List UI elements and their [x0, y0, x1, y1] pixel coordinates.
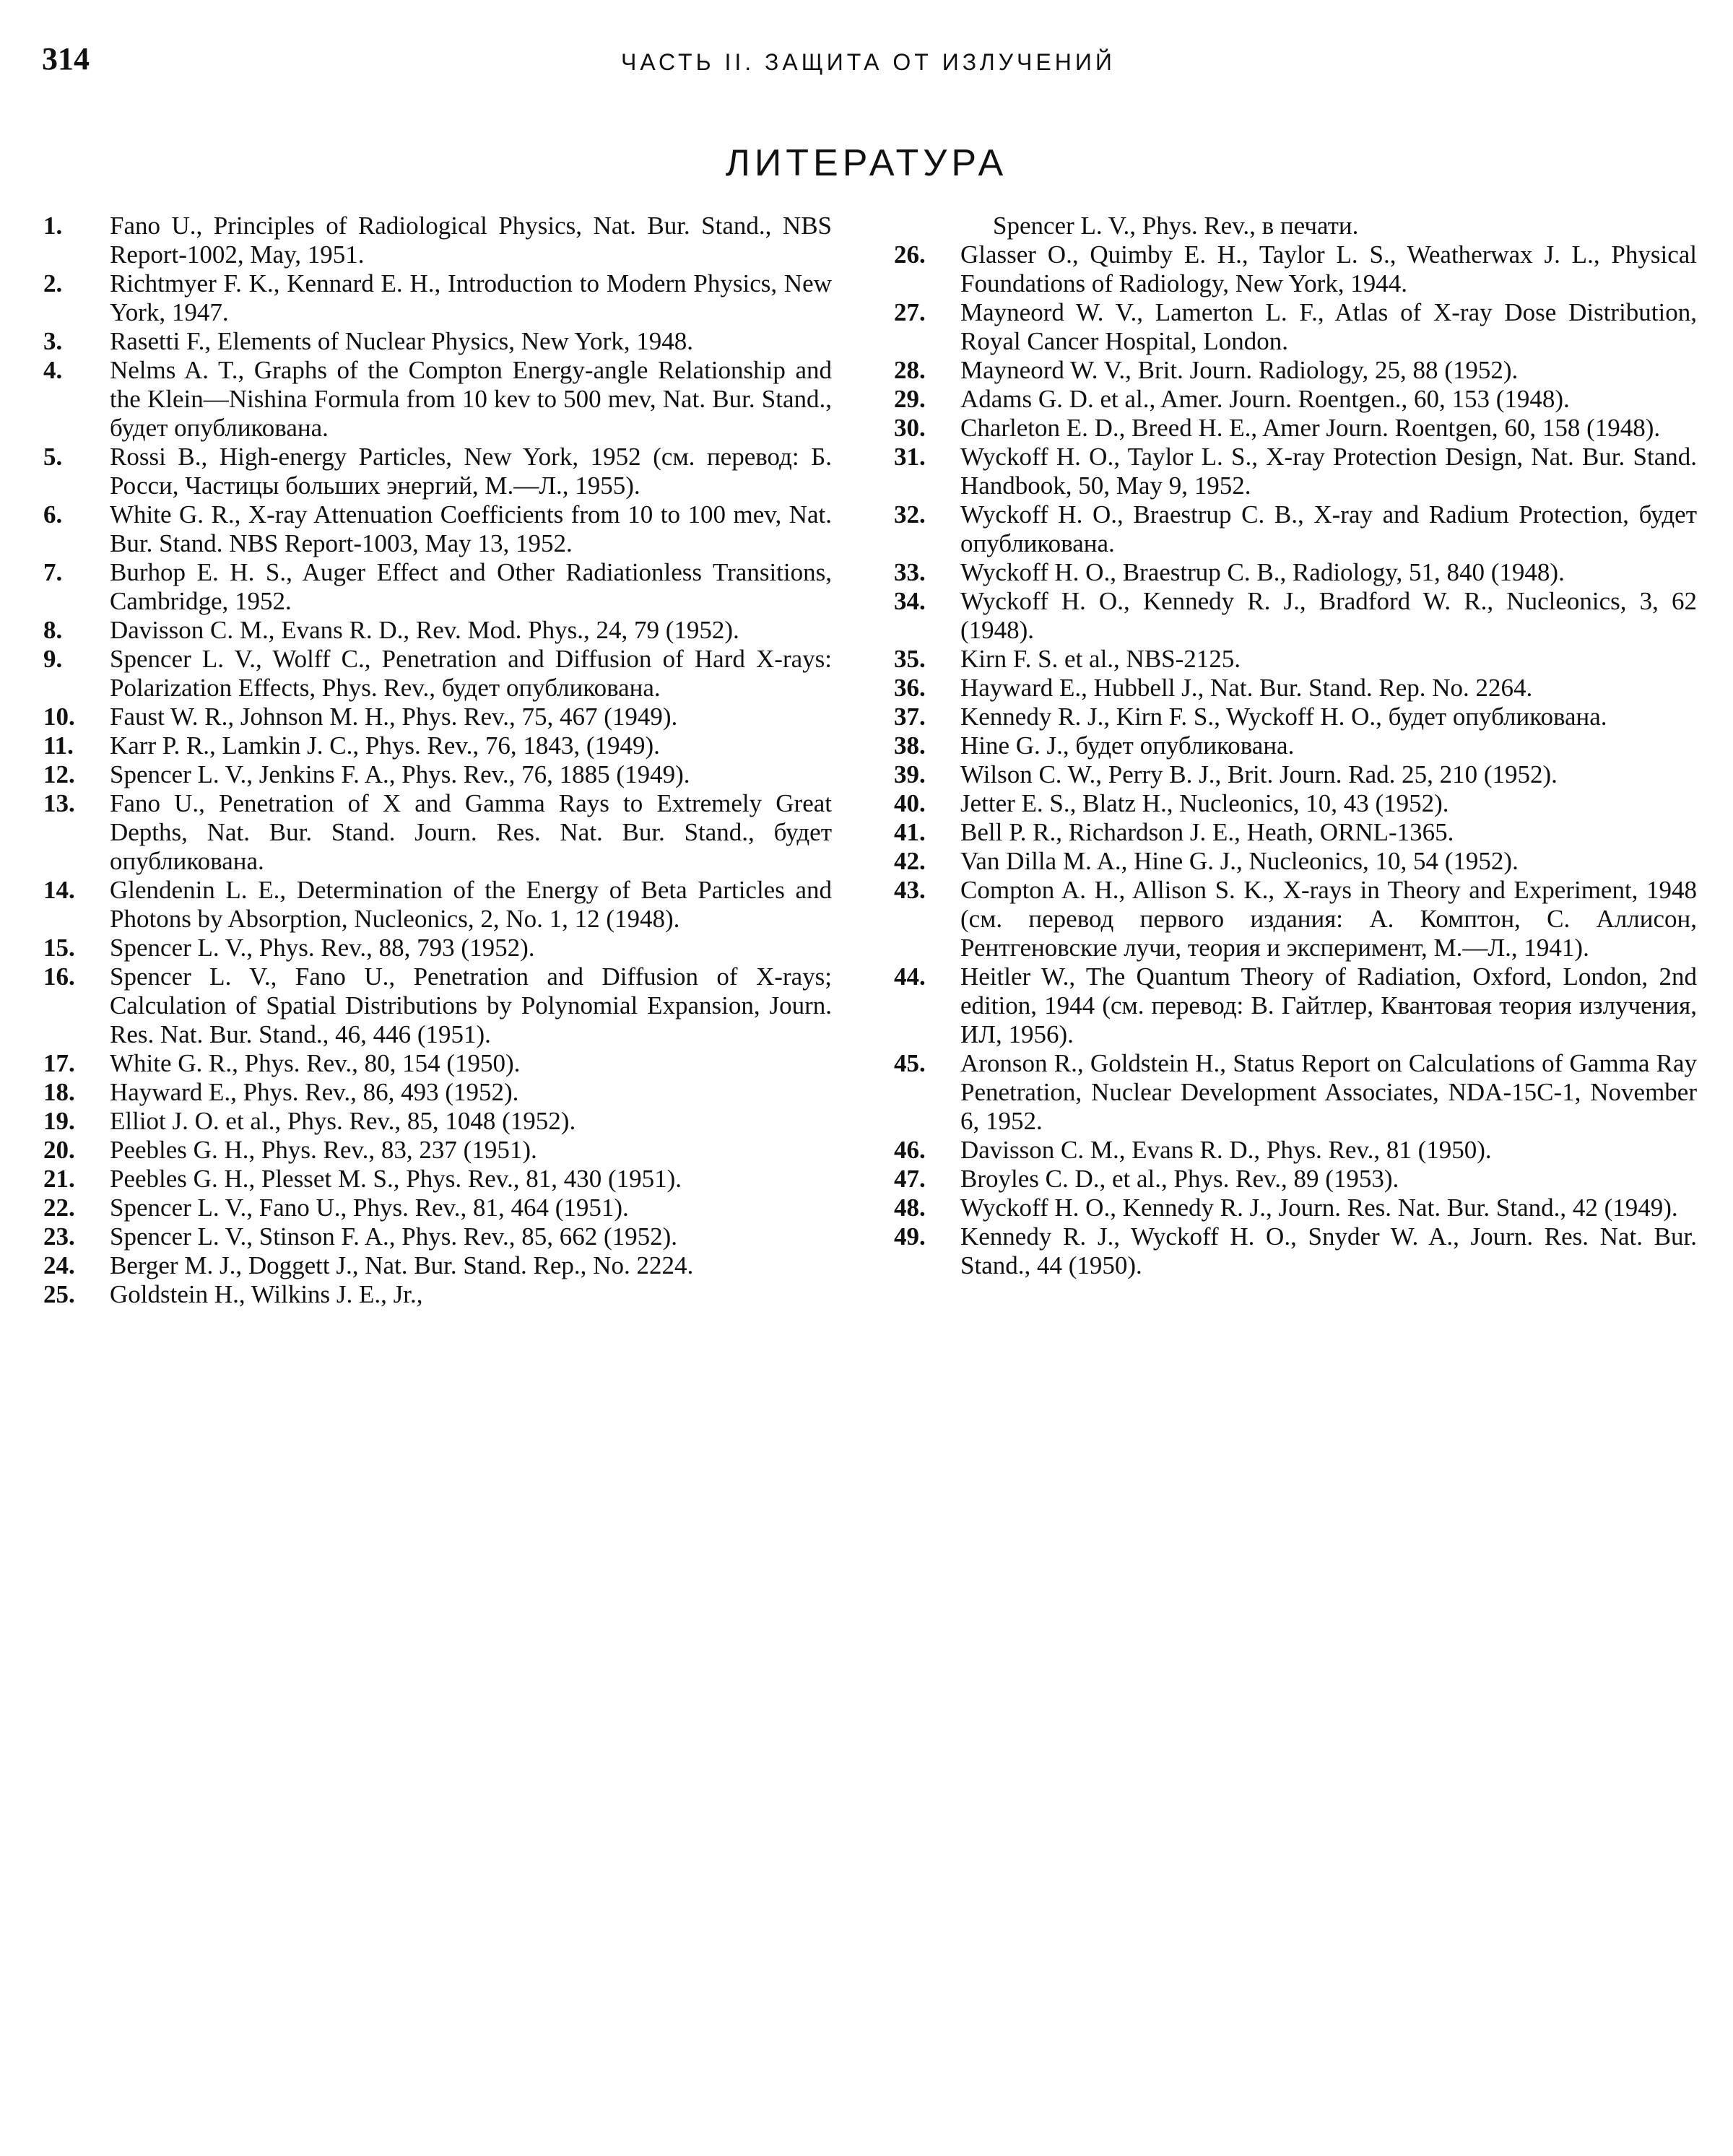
reference-number: 46. — [894, 1136, 926, 1164]
reference-number: 41. — [894, 818, 926, 846]
reference-number: 34. — [894, 587, 926, 615]
reference-entry — [894, 414, 1697, 443]
reference-number: 28. — [894, 356, 926, 384]
reference-text: Wyckoff H. O., Kennedy R. J., Journ. Res. Nat. Bur. Stand., 42 (1949). — [960, 1194, 1678, 1222]
reference-entry — [894, 760, 1697, 789]
reference-entry — [43, 876, 832, 934]
reference-number: 25. — [43, 1280, 75, 1308]
reference-number: 10. — [43, 703, 75, 731]
reference-text: Charleton E. D., Breed H. E., Amer Journ. Roentgen, 60, 158 (1948). — [960, 414, 1661, 442]
reference-number: 15. — [43, 934, 75, 962]
reference-text: Bell P. R., Richardson J. E., Heath, ORNL-1365. — [960, 818, 1454, 846]
reference-entry — [43, 789, 832, 876]
reference-text: Hine G. J., будет опубликована. — [960, 731, 1295, 760]
reference-number: 8. — [43, 616, 63, 644]
reference-entry — [43, 327, 832, 356]
reference-number: 12. — [43, 760, 75, 788]
reference-text: Glasser O., Quimby E. H., Taylor L. S., Weatherwax J. L., Physical Foundations of Radiology, New York, 1944. — [960, 240, 1697, 297]
reference-entry — [894, 1049, 1697, 1136]
reference-entry — [894, 500, 1697, 558]
reference-text: White G. R., Phys. Rev., 80, 154 (1950). — [110, 1049, 521, 1077]
reference-entry — [894, 876, 1697, 962]
reference-entry — [894, 558, 1697, 587]
reference-number: 16. — [43, 962, 75, 991]
reference-entry — [894, 703, 1697, 731]
reference-text: Mayneord W. V., Brit. Journ. Radiology, 25, 88 (1952). — [960, 356, 1519, 384]
reference-number: 32. — [894, 500, 926, 529]
reference-entry — [894, 298, 1697, 356]
reference-entry — [43, 760, 832, 789]
reference-continuation — [894, 212, 1697, 240]
reference-entry — [43, 703, 832, 731]
reference-text: Mayneord W. V., Lamerton L. F., Atlas of X-ray Dose Distribution, Royal Cancer Hospital, London. — [960, 298, 1697, 355]
reference-text: Faust W. R., Johnson M. H., Phys. Rev., 75, 467 (1949). — [110, 703, 678, 731]
reference-text: Kennedy R. J., Kirn F. S., Wyckoff H. O., будет опубликована. — [960, 703, 1607, 731]
reference-number: 36. — [894, 674, 926, 702]
reference-number: 30. — [894, 414, 926, 442]
reference-entry — [43, 731, 832, 760]
reference-number: 27. — [894, 298, 926, 326]
reference-text: Broyles C. D., et al., Phys. Rev., 89 (1953). — [960, 1165, 1399, 1193]
reference-text: Adams G. D. et al., Amer. Journ. Roentgen., 60, 153 (1948). — [960, 385, 1570, 413]
reference-entry — [894, 385, 1697, 414]
reference-number: 42. — [894, 847, 926, 875]
reference-number: 45. — [894, 1049, 926, 1077]
reference-entry — [894, 1136, 1697, 1165]
reference-number: 39. — [894, 760, 926, 788]
reference-entry — [894, 1194, 1697, 1222]
reference-entry — [894, 443, 1697, 500]
reference-entry — [894, 587, 1697, 645]
reference-number: 2. — [43, 269, 63, 297]
reference-entry — [43, 269, 832, 327]
reference-entry — [43, 558, 832, 616]
reference-number: 49. — [894, 1222, 926, 1251]
reference-text: Kennedy R. J., Wyckoff H. O., Snyder W. A., Journ. Res. Nat. Bur. Stand., 44 (1950). — [960, 1222, 1697, 1279]
reference-number: 18. — [43, 1078, 75, 1106]
reference-text: Fano U., Principles of Radiological Physics, Nat. Bur. Stand., NBS Report-1002, May, 1951. — [110, 212, 832, 269]
section-title: ЛИТЕРАТУРА — [725, 142, 1008, 184]
reference-number: 47. — [894, 1165, 926, 1193]
reference-text: Peebles G. H., Phys. Rev., 83, 237 (1951). — [110, 1136, 537, 1164]
reference-number: 11. — [43, 731, 74, 760]
reference-entry — [894, 847, 1697, 876]
reference-entry — [43, 212, 832, 269]
reference-entry — [894, 789, 1697, 818]
reference-number: 35. — [894, 645, 926, 673]
reference-number: 14. — [43, 876, 75, 904]
reference-entry — [894, 962, 1697, 1049]
reference-text: Spencer L. V., Phys. Rev., 88, 793 (1952). — [110, 934, 535, 962]
reference-number: 6. — [43, 500, 63, 529]
reference-number: 26. — [894, 240, 926, 269]
reference-text: Davisson C. M., Evans R. D., Rev. Mod. Phys., 24, 79 (1952). — [110, 616, 739, 644]
reference-text: Kirn F. S. et al., NBS-2125. — [960, 645, 1241, 673]
reference-entry — [43, 1222, 832, 1251]
reference-text: Davisson C. M., Evans R. D., Phys. Rev., 81 (1950). — [960, 1136, 1492, 1164]
reference-number: 38. — [894, 731, 926, 760]
reference-text: Spencer L. V., Jenkins F. A., Phys. Rev., 76, 1885 (1949). — [110, 760, 690, 788]
reference-text: Karr P. R., Lamkin J. C., Phys. Rev., 76, 1843, (1949). — [110, 731, 660, 760]
reference-number: 40. — [894, 789, 926, 817]
reference-number: 22. — [43, 1194, 75, 1222]
reference-number: 23. — [43, 1222, 75, 1251]
reference-number: 29. — [894, 385, 926, 413]
reference-number: 33. — [894, 558, 926, 586]
reference-entry — [43, 1165, 832, 1194]
reference-text: Heitler W., The Quantum Theory of Radiation, Oxford, London, 2nd edition, 1944 (см. перевод: В. Гайтлер, Квантовая теория излучения, ИЛ, 1956). — [960, 962, 1697, 1048]
reference-text: Goldstein H., Wilkins J. E., Jr., — [110, 1280, 423, 1308]
reference-text: Fano U., Penetration of X and Gamma Rays to Extremely Great Depths, Nat. Bur. Stand. Journ. Res. Nat. Bur. Stand., будет опубликована. — [110, 789, 832, 875]
reference-text: Rossi B., High-energy Particles, New York, 1952 (см. перевод: Б. Росси, Частицы больших энергий, М.—Л., 1955). — [110, 443, 832, 500]
reference-number: 1. — [43, 212, 63, 240]
reference-number: 9. — [43, 645, 63, 673]
reference-number: 37. — [894, 703, 926, 731]
reference-entry — [894, 731, 1697, 760]
reference-number: 48. — [894, 1194, 926, 1222]
reference-text: Spencer L. V., Stinson F. A., Phys. Rev., 85, 662 (1952). — [110, 1222, 678, 1251]
reference-text: Richtmyer F. K., Kennard E. H., Introduction to Modern Physics, New York, 1947. — [110, 269, 832, 326]
reference-number: 24. — [43, 1251, 75, 1279]
page-number: 314 — [42, 41, 90, 77]
reference-text: Elliot J. O. et al., Phys. Rev., 85, 1048 (1952). — [110, 1107, 576, 1135]
reference-text: Wyckoff H. O., Braestrup C. B., Radiology, 51, 840 (1948). — [960, 558, 1565, 586]
reference-text: Jetter E. S., Blatz H., Nucleonics, 10, 43 (1952). — [960, 789, 1449, 817]
reference-text: Wyckoff H. O., Taylor L. S., X-ray Protection Design, Nat. Bur. Stand. Handbook, 50, May 9, 1952. — [960, 443, 1697, 500]
reference-entry — [43, 1280, 832, 1309]
reference-entry — [43, 443, 832, 500]
reference-entry — [894, 240, 1697, 298]
reference-number: 17. — [43, 1049, 75, 1077]
references-left-column — [43, 212, 832, 1309]
running-header: ЧАСТЬ II. ЗАЩИТА ОТ ИЗЛУЧЕНИЙ — [621, 49, 1116, 75]
reference-text: Spencer L. V., Fano U., Penetration and Diffusion of X-rays; Calculation of Spatial Distributions by Polynomial Expansion, Journ. Res. Nat. Bur. Stand., 46, 446 (1951). — [110, 962, 832, 1048]
reference-text: Berger M. J., Doggett J., Nat. Bur. Stand. Rep., No. 2224. — [110, 1251, 694, 1279]
reference-entry — [43, 934, 832, 962]
reference-entry — [43, 356, 832, 443]
reference-number: 20. — [43, 1136, 75, 1164]
reference-entry — [894, 356, 1697, 385]
reference-text: Van Dilla M. A., Hine G. J., Nucleonics, 10, 54 (1952). — [960, 847, 1519, 875]
reference-entry — [894, 645, 1697, 674]
reference-entry — [43, 1251, 832, 1280]
reference-number: 44. — [894, 962, 926, 991]
reference-number: 5. — [43, 443, 63, 471]
reference-number: 19. — [43, 1107, 75, 1135]
reference-entry — [894, 1222, 1697, 1280]
reference-entry — [43, 1136, 832, 1165]
reference-entry — [43, 1049, 832, 1078]
reference-number: 7. — [43, 558, 63, 586]
reference-text: Aronson R., Goldstein H., Status Report on Calculations of Gamma Ray Penetration, Nuclear Development Associates, NDA-15C-1, November 6, 1952. — [960, 1049, 1697, 1135]
reference-text: Glendenin L. E., Determination of the Energy of Beta Particles and Photons by Absorption, Nucleonics, 2, No. 1, 12 (1948). — [110, 876, 832, 933]
references-right-column — [894, 212, 1697, 1280]
reference-number: 43. — [894, 876, 926, 904]
reference-entry — [894, 1165, 1697, 1194]
reference-text: Peebles G. H., Plesset M. S., Phys. Rev., 81, 430 (1951). — [110, 1165, 682, 1193]
reference-entry — [43, 1194, 832, 1222]
reference-text: White G. R., X-ray Attenuation Coefficients from 10 to 100 mev, Nat. Bur. Stand. NBS Report-1003, May 13, 1952. — [110, 500, 832, 557]
reference-text: Wyckoff H. O., Kennedy R. J., Bradford W. R., Nucleonics, 3, 62 (1948). — [960, 587, 1697, 644]
reference-text: Spencer L. V., Fano U., Phys. Rev., 81, 464 (1951). — [110, 1194, 629, 1222]
reference-entry — [43, 962, 832, 1049]
reference-number: 4. — [43, 356, 63, 384]
reference-text: Rasetti F., Elements of Nuclear Physics, New York, 1948. — [110, 327, 693, 355]
reference-text: Wyckoff H. O., Braestrup C. B., X-ray and Radium Protection, будет опубликована. — [960, 500, 1697, 557]
reference-text: Hayward E., Hubbell J., Nat. Bur. Stand. Rep. No. 2264. — [960, 674, 1533, 702]
reference-number: 31. — [894, 443, 926, 471]
reference-entry — [43, 500, 832, 558]
reference-number: 21. — [43, 1165, 75, 1193]
reference-text: Spencer L. V., Phys. Rev., в печати. — [993, 212, 1359, 240]
reference-text: Hayward E., Phys. Rev., 86, 493 (1952). — [110, 1078, 519, 1106]
reference-entry — [894, 674, 1697, 703]
reference-entry — [43, 616, 832, 645]
reference-entry — [43, 1107, 832, 1136]
reference-text: Nelms A. T., Graphs of the Compton Energy-angle Relationship and the Klein—Nishina Formula from 10 kev to 500 mev, Nat. Bur. Stand., будет опубликована. — [110, 356, 832, 442]
reference-text: Spencer L. V., Wolff C., Penetration and Diffusion of Hard X-rays: Polarization Effects, Phys. Rev., будет опубликована. — [110, 645, 832, 702]
reference-entry — [43, 1078, 832, 1107]
reference-entry — [894, 818, 1697, 847]
reference-text: Compton A. H., Allison S. K., X-rays in Theory and Experiment, 1948 (см. перевод первого издания: А. Комптон, С. Аллисон, Рентгеновские лучи, теория и эксперимент, М.—Л., 1941). — [960, 876, 1697, 962]
reference-entry — [43, 645, 832, 703]
reference-text: Wilson C. W., Perry B. J., Brit. Journ. Rad. 25, 210 (1952). — [960, 760, 1558, 788]
reference-number: 3. — [43, 327, 63, 355]
reference-text: Burhop E. H. S., Auger Effect and Other Radiationless Transitions, Cambridge, 1952. — [110, 558, 832, 615]
reference-number: 13. — [43, 789, 75, 817]
